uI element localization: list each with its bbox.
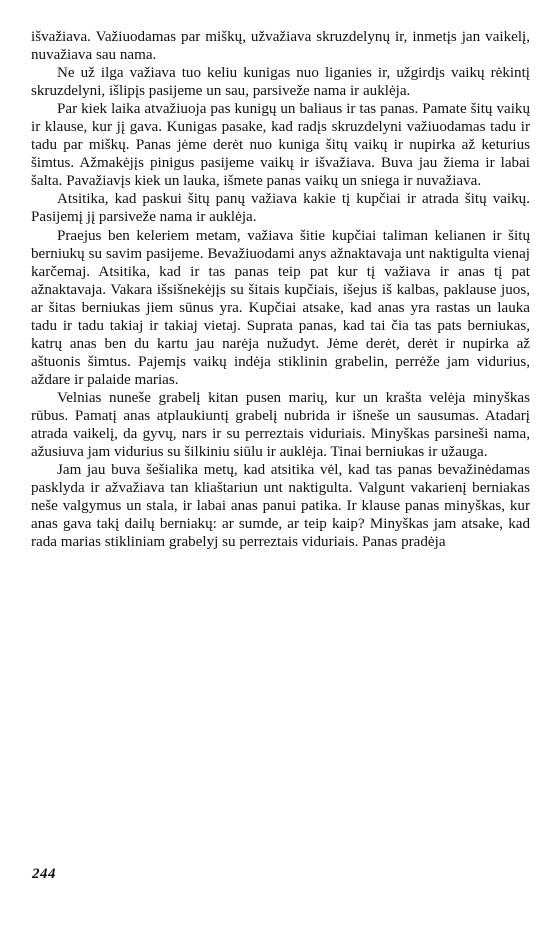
paragraph-4: Atsitika, kad paskui šitų panų važiava kakie tį kupčiai ir atrada šitų vaikų. Pasijemį jį parsiveže nama ir auklėja. [31, 191, 530, 226]
paragraph-7: Jam jau buva šešialika metų, kad atsitika vėl, kad tas panas bevažinėdamas pasklyda ir ažvažiava tan kliaštariun unt naktigulta. Valgunt vakarienį berniakas neše valgymus un stala, ir labai anas panui patika. Ir klause panas minyškas, kur anas gava takį dailų berniakų: ar sumde, ar teip kaip? Minyškas jam atsake, kad rada marias stikliniam grabelyj su perreztais viduriais. Panas pradėja [31, 462, 530, 551]
page-number: 244 [32, 866, 56, 882]
paragraph-2: Ne už ilga važiava tuo keliu kunigas nuo liganies ir, užgirdįs vaikų rėkintį skruzdelyni, išlipįs pasijeme un sau, parsiveže nama ir auklėja. [31, 65, 530, 100]
paragraph-1: išvažiava. Važiuodamas par miškų, užvažiava skruzdelynų ir, inmetįs jan vaikelį, nuvažiava sau nama. [31, 29, 530, 64]
text-column [31, 28, 530, 551]
paragraph-5: Praejus ben keleriem metam, važiava šitie kupčiai taliman kelianen ir šitų berniukų su savim pasijeme. Bevažiuodami anys ažnaktavaja unt naktigulta vienaj karčemaj. Atsitika, kad ir tas panas teip pat kur tį važiava ir anas tį pat ažnaktavaja. Vakara išsišnekėjįs su šitais kupčiais, išejus iš kalbas, paklause juos, ar šitas berniukas jiem sūnus yra. Kupčiai atsake, kad anas yra rastas un lauka tadu ir tadu takiaj ir takiaj vietaj. Suprata panas, kad tai čia tas pats berniukas, katrų anas ben du kartu jau narėja nužudyt. Jėme derėt, derėt ir nupirka až aštuonis šimtus. Pajemįs vaikų indėja stiklinin grabelin, perrėže jam vidurius, aždare ir palaide marias. [31, 227, 530, 388]
paragraph-3: Par kiek laika atvažiuoja pas kunigų un baliaus ir tas panas. Pamate šitų vaikų ir klause, kur jį gava. Kunigas pasake, kad radįs skruzdelyni važiuodamas tadu ir tadu par miškų. Panas jėme derėt nuo kuniga šitų vaikų ir nupirka až keturius šimtus. Ažmakėjįs pinigus pasijeme vaikų ir išvažiava. Buva jau žiema ir labai šalta. Pavažiavįs kiek un lauka, išmete panas vaikų un sniega ir nuvažiava. [31, 101, 530, 190]
paragraph-6: Velnias nuneše grabelį kitan pusen marių, kur un krašta velėja minyškas rūbus. Pamatį anas atplaukiuntį grabelį nubrida ir išneše un sausumas. Atadarį atrada vaikelį, da gyvų, nars ir su perreztais viduriais. Minyškas parsineši nama, ažusiuva jam vidurius su šilkiniu siūlu ir auklėja. Tinai berniukas ir užauga. [31, 389, 530, 461]
